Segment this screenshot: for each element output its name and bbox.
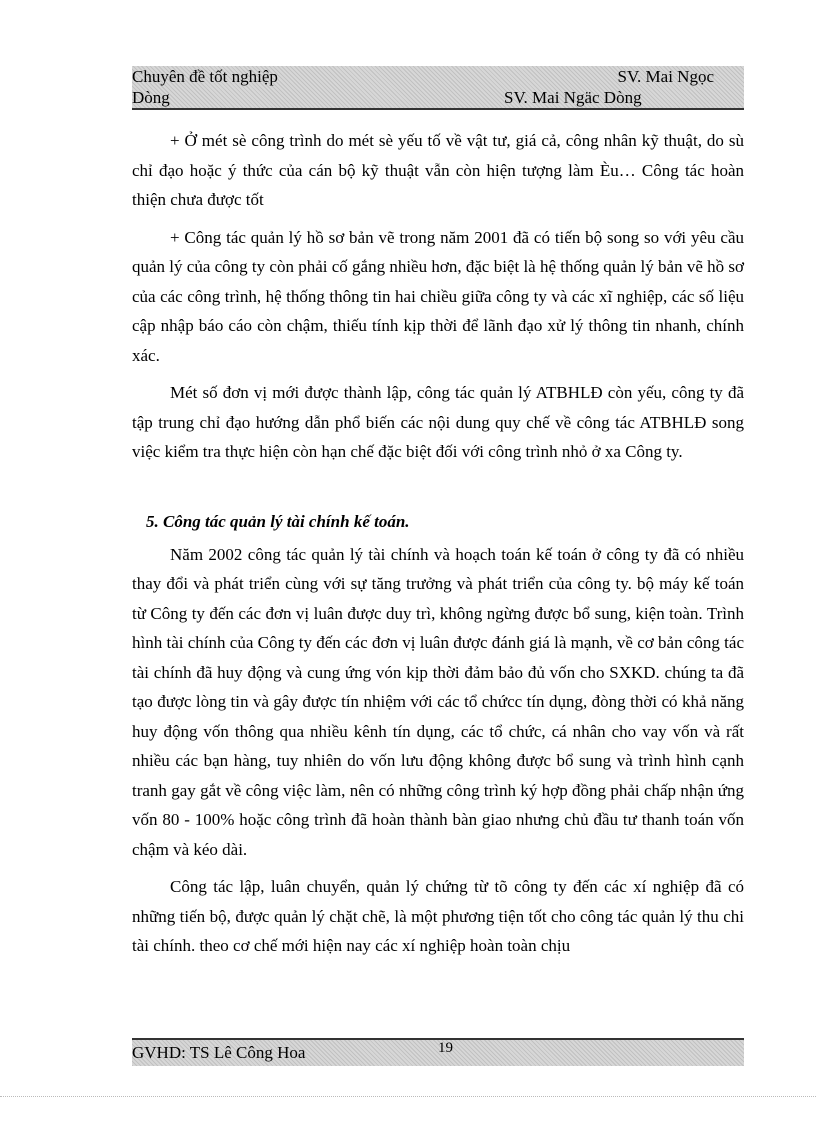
header-student-name: SV. Mai Ngọc <box>617 67 714 86</box>
paragraph: Năm 2002 công tác quản lý tài chính và hoạch toán kế toán ở công ty đã có nhiều thay đổi và phát triển cùng với sự tăng trưởng và phát triển của công ty. bộ máy kế toán từ Công ty đến các đơn vị luân được duy trì, không ngừng được bổ sung, kiện toàn. Trình hình tài chính của Công ty đến các đơn vị luân được đánh giá là mạnh, về cơ bản công tác tài chính đã huy động và cung ứng vón kịp thời đảm bảo đủ vốn cho SXKD. chúng ta đã tạo được lòng tin và gây được tín nhiệm với các tổ chứcc tín dụng, đòng thời có khả năng huy động vốn thông qua nhiều kênh tín dụng, các tổ chức, cá nhân cho vay vốn và rất nhiều các bạn hàng, tuy nhiên do vốn lưu động không được bổ sung và trình hình cạnh tranh gay gắt về công việc làm, nên có những công trình ký hợp đồng phải chấp nhận ứng vốn 80 - 100% hoặc công trình đã hoàn thành bàn giao nhưng chủ đầu tư thanh toán vốn chậm và kéo dài. <box>132 544 744 859</box>
page-header <box>132 66 744 110</box>
paragraph: Công tác lập, luân chuyển, quản lý chứng từ tõ công ty đến các xí nghiệp đã có những tiến bộ, được quản lý chặt chẽ, là một phương tiện tốt cho công tác quản lý thu chi tài chính. theo cơ chế mới hiện nay các xí nghiệp hoàn toàn chịu <box>132 877 744 955</box>
paragraph: Mét số đơn vị mới được thành lập, công tác quản lý ATBHLĐ còn yếu, công ty đã tập trung chỉ đạo hướng dẫn phổ biến các nội dung quy chế về công tác ATBHLĐ song việc kiểm tra thực hiện còn hạn chế đặc biệt đối với công trình nhỏ ở xa Công ty. <box>132 383 744 461</box>
header-document-type: Chuyên đề tốt nghiệp <box>132 67 278 86</box>
header-student-name-repeat: SV. Mai Ngäc Dòng <box>504 88 642 107</box>
page-number: 19 <box>438 1040 453 1056</box>
section-heading: 5. Công tác quản lý tài chính kế toán. <box>146 511 410 531</box>
paragraph: + Công tác quản lý hồ sơ bản vẽ trong năm 2001 đã có tiến bộ song so với yêu cầu quản lý của công ty còn phải cố gắng nhiều hơn, đặc biệt là hệ thống quản lý bản vẽ hồ sơ của các công trình, hệ thống thông tin hai chiều giữa công ty và các xĩ nghiệp, các số liệu cập nhập báo cáo còn chậm, thiếu tính kịp thời để lãnh đạo xử lý thông tin nhanh, chính xác. <box>132 227 744 365</box>
header-student-name-continued: Dòng <box>132 88 170 107</box>
page-body <box>132 126 744 961</box>
page-footer <box>132 1038 744 1066</box>
paragraph: + Ở mét sè công trình do mét sè yếu tố về vật tư, giá cả, công nhân kỹ thuật, do sù chỉ đạo hoặc ý thức của cán bộ kỹ thuật vẫn còn hiện tượng làm Èu… Công tác hoàn thiện chưa được tốt <box>132 131 744 209</box>
page-divider <box>0 1096 816 1097</box>
footer-advisor: GVHD: TS Lê Công Hoa <box>132 1043 306 1062</box>
